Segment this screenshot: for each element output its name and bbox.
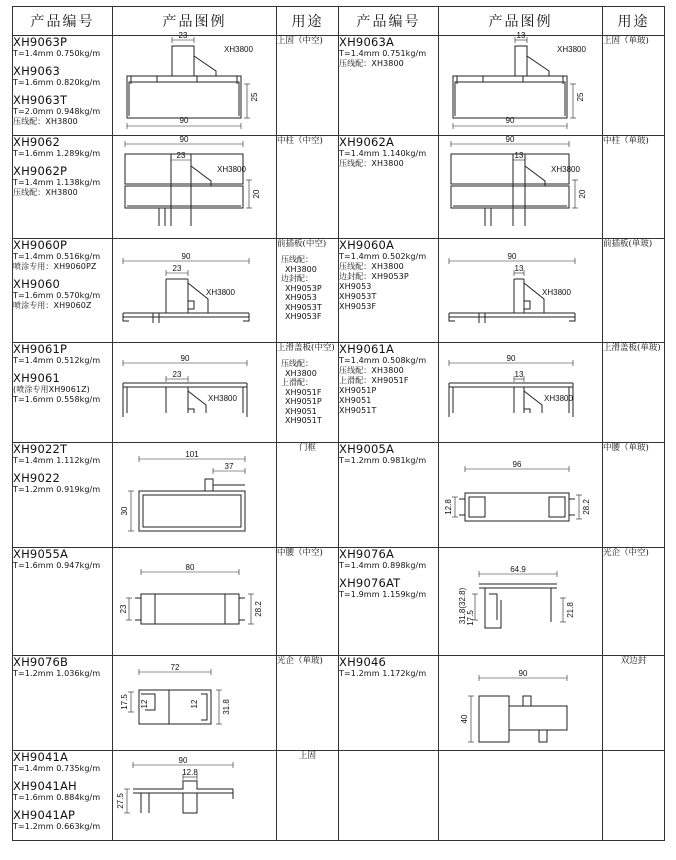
product-spec: T=1.6mm 0.947kg/m	[13, 561, 101, 570]
usage-note: XH3800	[285, 368, 317, 378]
header-use: 用途	[603, 7, 665, 36]
usage-label: 中腰（单玻)	[603, 443, 649, 453]
usage-cell	[277, 343, 339, 443]
right-table	[338, 6, 665, 841]
profile-figure-cell	[439, 239, 603, 343]
header-code: 产品编号	[339, 7, 439, 36]
product-code-cell	[339, 656, 439, 751]
profile-outline	[191, 166, 211, 186]
product-code-cell	[13, 751, 113, 841]
profile-outline	[125, 186, 243, 208]
product-row	[13, 136, 339, 239]
profile-drawing	[439, 751, 603, 839]
product-row	[339, 36, 665, 136]
product-row	[13, 656, 339, 751]
product-code: XH9060P	[13, 238, 68, 252]
dimension-label: XH3800	[217, 165, 246, 174]
product-spec: T=1.4mm 0.512kg/m	[13, 356, 101, 365]
dimension-label: 13	[514, 264, 524, 273]
profile-outline	[153, 313, 159, 323]
usage-cell	[277, 136, 339, 239]
product-code-cell	[339, 136, 439, 239]
usage-cell	[603, 343, 665, 443]
dimension-label: 90	[505, 135, 515, 144]
dimension-label: 12	[190, 699, 199, 709]
usage-label: 光企（中空)	[603, 548, 649, 558]
usage-note: 边封配：	[281, 274, 313, 283]
product-code-cell	[339, 443, 439, 548]
dimension-label: XH3800	[206, 288, 235, 297]
profile-outline	[527, 56, 549, 76]
product-spec: T=1.4mm 0.508kg/m	[339, 356, 427, 365]
product-spec: T=1.4mm 1.138kg/m	[13, 178, 101, 187]
product-spec: T=1.4mm 0.502kg/m	[339, 252, 427, 261]
product-code: XH9076A	[339, 547, 395, 561]
product-row	[13, 548, 339, 656]
profile-outline	[139, 491, 245, 531]
product-code-cell	[13, 443, 113, 548]
dimension-label: XH3800	[544, 394, 573, 403]
product-code: XH9060A	[339, 238, 395, 252]
dimension-label: 90	[507, 252, 517, 261]
profile-outline	[155, 594, 225, 624]
dimension-label: 37	[224, 462, 234, 471]
dimension-label: 90	[179, 116, 189, 125]
profile-outline	[479, 313, 485, 323]
usage-label: 上滑盖板(中空)	[277, 343, 335, 353]
profile-outline	[459, 499, 575, 515]
product-code: XH9046	[339, 655, 386, 669]
dimension-label: 25	[576, 92, 585, 102]
product-spec: 压线配：XH3800	[339, 366, 404, 375]
profile-outline	[188, 409, 194, 413]
usage-note: 压线配：	[281, 359, 313, 368]
product-spec: 压线配：XH3800	[13, 117, 78, 126]
dimension-label: 40	[460, 714, 469, 724]
profile-drawing	[113, 239, 277, 341]
product-row	[339, 136, 665, 239]
profile-figure-cell	[439, 343, 603, 443]
profile-outline	[525, 166, 545, 186]
product-code: XH9005A	[339, 442, 395, 456]
usage-note: XH9053	[285, 293, 317, 302]
left-table	[12, 6, 339, 841]
dimension-label: 12	[140, 699, 149, 709]
profile-figure-cell	[439, 656, 603, 751]
profile-outline	[469, 497, 485, 517]
usage-label: 前插板(单玻)	[603, 239, 653, 249]
product-spec: T=1.4mm 0.735kg/m	[13, 764, 101, 773]
product-row	[13, 36, 339, 136]
profile-outline	[539, 730, 547, 742]
profile-outline	[194, 56, 216, 76]
usage-note: XH9051	[285, 406, 317, 416]
header-code: 产品编号	[13, 7, 113, 36]
product-code-cell	[13, 343, 113, 443]
profile-drawing	[439, 343, 603, 441]
usage-cell	[603, 136, 665, 239]
profile-outline	[131, 76, 237, 84]
profile-outline	[457, 76, 563, 84]
profile-drawing	[439, 548, 603, 654]
dimension-label: 20	[252, 189, 261, 199]
profile-outline	[171, 154, 191, 226]
profile-outline	[123, 383, 247, 387]
product-code: XH9062A	[339, 135, 395, 149]
header-use: 用途	[277, 7, 339, 36]
dimension-label: 12.8	[182, 768, 198, 777]
profile-figure-cell	[113, 136, 277, 239]
product-spec: XH9053T	[339, 292, 377, 301]
product-spec: T=1.2mm 0.663kg/m	[13, 822, 101, 831]
dimension-label: 90	[181, 252, 191, 261]
profile-outline	[451, 186, 569, 208]
product-spec: XH9051P	[339, 386, 377, 395]
header-figure: 产品图例	[113, 7, 277, 36]
profile-drawing	[439, 443, 603, 546]
dimension-label: XH3800	[551, 165, 580, 174]
product-spec: T=1.4mm 0.751kg/m	[339, 49, 427, 58]
product-spec: T=1.2mm 1.172kg/m	[339, 669, 427, 678]
profile-outline	[205, 479, 213, 491]
profile-outline	[449, 313, 575, 317]
profile-outline	[159, 208, 165, 226]
profile-outline	[479, 696, 509, 742]
dimension-label: 31.8(32.8)	[458, 587, 467, 625]
usage-cell	[603, 548, 665, 656]
dimension-label: 96	[512, 460, 522, 469]
product-code: XH9060	[13, 277, 60, 291]
usage-note: XH9053P	[285, 283, 322, 293]
dimension-label: XH3800	[224, 45, 253, 54]
product-code: XH9055A	[13, 547, 69, 561]
profile-drawing	[113, 343, 277, 441]
product-spec: 压线配：XH3800	[339, 262, 404, 271]
profile-outline	[129, 82, 239, 116]
usage-note: XH9053F	[285, 312, 322, 321]
dimension-label: 13	[514, 151, 524, 160]
product-row	[339, 443, 665, 548]
profile-drawing	[113, 443, 277, 546]
profile-outline	[166, 387, 188, 413]
dimension-label: 17.5	[466, 610, 475, 626]
product-code: XH9063A	[339, 35, 395, 49]
profile-outline	[524, 409, 530, 413]
product-spec: T=1.6mm 0.558kg/m	[13, 395, 101, 404]
dimension-label: 25	[250, 92, 259, 102]
profile-drawing	[439, 656, 603, 749]
product-row	[13, 751, 339, 841]
product-spec: T=1.6mm 0.820kg/m	[13, 78, 101, 87]
dimension-label: 72	[170, 663, 180, 672]
usage-cell	[277, 548, 339, 656]
profile-outline	[549, 497, 565, 517]
usage-notes	[277, 359, 338, 426]
product-code-cell	[13, 136, 113, 239]
profile-drawing	[113, 136, 277, 237]
dimension-label: 90	[180, 354, 190, 363]
product-code: XH9061A	[339, 342, 395, 356]
product-code: XH9041AH	[13, 779, 77, 793]
usage-cell	[277, 443, 339, 548]
usage-label: 中柱（中空)	[277, 136, 323, 146]
usage-cell	[603, 443, 665, 548]
dimension-label: 27.5	[116, 793, 125, 809]
product-spec: 压线配：XH3800	[339, 59, 404, 68]
dimension-label: 23	[178, 31, 188, 40]
product-spec: T=1.4mm 0.750kg/m	[13, 49, 101, 58]
usage-notes	[277, 255, 338, 322]
profile-outline	[183, 793, 197, 813]
usage-label: 门框	[298, 443, 316, 453]
usage-cell	[277, 36, 339, 136]
profile-outline	[141, 793, 149, 813]
usage-cell	[603, 656, 665, 751]
dimension-label: XH3800	[208, 394, 237, 403]
profile-outline	[188, 301, 194, 309]
profile-outline	[139, 690, 211, 724]
dimension-label: 23	[172, 264, 182, 273]
product-spec: T=1.4mm 1.140kg/m	[339, 149, 427, 158]
product-spec: T=1.6mm 0.884kg/m	[13, 793, 101, 802]
product-code: XH9062P	[13, 164, 68, 178]
dimension-label: 21.8	[566, 602, 575, 618]
product-row	[13, 443, 339, 548]
profile-figure-cell	[113, 548, 277, 656]
dimension-label: 17.5	[120, 694, 129, 710]
product-spec: T=1.4mm 0.516kg/m	[13, 252, 101, 261]
product-code-cell	[13, 548, 113, 656]
profile-outline	[514, 279, 524, 313]
profile-drawing	[113, 751, 277, 839]
product-code-cell	[339, 548, 439, 656]
profile-outline	[201, 694, 207, 720]
product-spec: T=1.6mm 1.289kg/m	[13, 149, 101, 158]
product-code: XH9022T	[13, 442, 68, 456]
product-code: XH9061P	[13, 342, 68, 356]
dimension-label: 12.8	[444, 499, 453, 515]
product-row	[13, 343, 339, 443]
dimension-label: 90	[178, 756, 188, 765]
profile-figure-cell	[439, 548, 603, 656]
usage-label: 中腰（中空)	[277, 548, 323, 558]
product-spec: T=1.2mm 0.981kg/m	[339, 456, 427, 465]
profile-figure-cell	[113, 751, 277, 841]
dimension-label: 31.8	[222, 699, 231, 715]
product-spec: 压线配：XH3800	[339, 159, 404, 168]
usage-note: 压线配：	[281, 255, 313, 264]
usage-note: XH9051F	[285, 387, 322, 397]
dimension-label: 23	[176, 151, 186, 160]
product-spec: 喷涂专用：XH9060Z	[13, 301, 92, 310]
dimension-label: 13	[516, 31, 526, 40]
product-code-cell	[339, 239, 439, 343]
profile-outline	[172, 46, 194, 76]
product-code: XH9041A	[13, 750, 69, 764]
profile-outline	[143, 495, 241, 527]
usage-note: XH9051T	[285, 416, 322, 425]
profile-figure-cell	[113, 656, 277, 751]
usage-note: XH9053T	[285, 302, 322, 312]
dimension-label: 101	[185, 450, 199, 459]
profile-outline	[135, 598, 245, 620]
profile-outline	[524, 391, 542, 413]
product-code: XH9063	[13, 64, 60, 78]
profile-figure-cell	[439, 443, 603, 548]
product-spec: 喷涂专用：XH9060PZ	[13, 262, 97, 271]
product-code-cell	[339, 751, 439, 841]
product-spec: XH9053F	[339, 302, 377, 311]
usage-label: 双边封	[620, 656, 647, 666]
usage-cell	[603, 239, 665, 343]
product-spec: T=1.4mm 0.898kg/m	[339, 561, 427, 570]
product-code: XH9041AP	[13, 808, 76, 822]
product-code: XH9062	[13, 135, 60, 149]
product-code: XH9063T	[13, 93, 68, 107]
usage-cell	[603, 751, 665, 841]
product-code-cell	[13, 656, 113, 751]
dimension-label: 90	[179, 135, 189, 144]
profile-outline	[515, 46, 527, 76]
profile-drawing	[113, 548, 277, 654]
usage-label: 前插板(中空)	[277, 239, 327, 249]
product-spec: T=1.2mm 0.919kg/m	[13, 485, 101, 494]
product-code-cell	[13, 239, 113, 343]
profile-outline	[123, 313, 249, 317]
usage-label: 上固（中空)	[277, 36, 323, 46]
profile-drawing	[439, 31, 603, 134]
usage-note: 上滑配：	[281, 378, 313, 387]
dimension-label: 23	[172, 370, 182, 379]
dimension-label: 23	[119, 604, 128, 614]
profile-outline	[489, 594, 497, 620]
usage-note: XH9051P	[285, 397, 322, 406]
profile-outline	[523, 696, 531, 706]
profile-figure-cell	[113, 443, 277, 548]
dimension-label: XH3800	[542, 288, 571, 297]
profile-drawing	[439, 239, 603, 341]
dimension-label: 13	[514, 370, 524, 379]
usage-label: 上固（单玻)	[603, 36, 649, 46]
product-spec: XH9053	[339, 282, 372, 291]
product-code-cell	[13, 36, 113, 136]
profile-outline	[509, 706, 567, 730]
profile-outline	[449, 383, 573, 387]
profile-outline	[188, 391, 206, 413]
profile-figure-cell	[439, 136, 603, 239]
dimension-label: 90	[505, 116, 515, 125]
product-spec: T=1.4mm 1.112kg/m	[13, 456, 101, 465]
profile-figure-cell	[439, 751, 603, 841]
profile-drawing	[113, 31, 277, 134]
dimension-label: 90	[518, 669, 528, 678]
usage-cell	[277, 656, 339, 751]
product-code: XH9076AT	[339, 576, 401, 590]
usage-note: XH3800	[285, 264, 317, 274]
dimension-label: 90	[506, 354, 516, 363]
dimension-label: 28.2	[254, 601, 263, 617]
profile-outline	[166, 279, 188, 313]
dimension-label: 20	[578, 189, 587, 199]
product-code: XH9061	[13, 371, 60, 385]
product-row	[13, 239, 339, 343]
product-row	[339, 343, 665, 443]
profile-figure-cell	[113, 343, 277, 443]
usage-label: 上滑盖板(单玻)	[603, 343, 661, 353]
dimension-label: 80	[185, 563, 195, 572]
profile-figure-cell	[113, 31, 277, 136]
profile-outline	[141, 594, 239, 624]
product-spec: XH9051	[339, 396, 372, 405]
dimension-label: XH3800	[557, 45, 586, 54]
dimension-label: 28.2	[582, 499, 591, 515]
product-code: XH9076B	[13, 655, 69, 669]
product-spec: XH9051T	[339, 406, 377, 415]
product-spec: T=1.6mm 0.570kg/m	[13, 291, 101, 300]
usage-label: 上固	[298, 751, 316, 761]
product-row	[339, 751, 665, 841]
product-row	[339, 239, 665, 343]
profile-figure-cell	[439, 31, 603, 136]
profile-outline	[524, 301, 530, 309]
profile-outline	[485, 208, 491, 226]
product-spec: T=2.0mm 0.948kg/m	[13, 107, 101, 116]
dimension-label: 30	[120, 506, 129, 516]
profile-outline	[479, 584, 557, 588]
profile-outline	[513, 154, 525, 226]
product-spec: T=1.9mm 1.159kg/m	[339, 590, 427, 599]
product-spec: 边封配：XH9053P	[339, 272, 409, 281]
usage-label: 中柱（单玻)	[603, 136, 649, 146]
product-row	[339, 656, 665, 751]
usage-cell	[277, 239, 339, 343]
profile-drawing	[113, 656, 277, 749]
usage-cell	[603, 36, 665, 136]
product-code-cell	[339, 36, 439, 136]
product-row	[339, 548, 665, 656]
product-code: XH9022	[13, 471, 60, 485]
dimension-label: 64.9	[510, 565, 526, 574]
usage-label: 光企（单玻)	[277, 656, 323, 666]
usage-cell	[277, 751, 339, 841]
product-spec: (喷涂专用XH9061Z)	[13, 385, 90, 394]
header-figure: 产品图例	[439, 7, 603, 36]
product-code-cell	[339, 343, 439, 443]
product-spec: 上滑配：XH9051F	[339, 376, 409, 385]
product-code: XH9063P	[13, 35, 68, 49]
product-spec: 压线配：XH3800	[13, 188, 78, 197]
product-spec: T=1.2mm 1.036kg/m	[13, 669, 101, 678]
profile-outline	[455, 82, 565, 116]
profile-outline	[133, 781, 233, 789]
profile-drawing	[439, 136, 603, 237]
profile-figure-cell	[113, 239, 277, 343]
profile-outline	[514, 387, 524, 413]
